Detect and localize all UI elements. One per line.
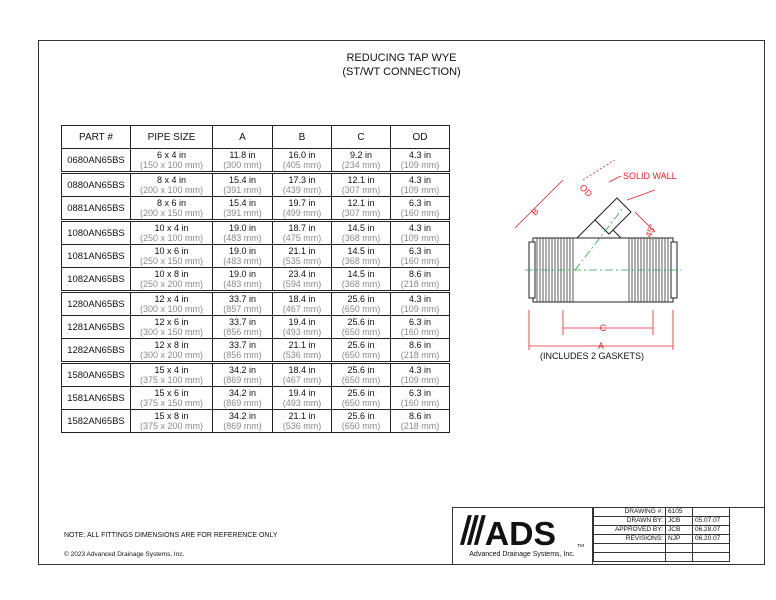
- title-block-label: APPROVED BY:: [594, 526, 666, 535]
- dimension-cell: [273, 339, 332, 363]
- value-mm: (467 mm): [282, 375, 322, 385]
- table-row: [62, 268, 450, 292]
- solid-wall-label: SOLID WALL: [623, 171, 677, 181]
- value-mm: (869 mm): [223, 421, 262, 431]
- value-mm: (250 x 100 mm): [139, 233, 204, 243]
- dimension-cell: [131, 268, 213, 292]
- dimension-cell: [391, 245, 450, 268]
- value-inches: 6 x 4 in: [156, 149, 187, 160]
- title-block-label: DRAWN BY:: [594, 517, 666, 526]
- pipe-body: [525, 238, 681, 302]
- drawing-subtitle: (ST/WT CONNECTION): [342, 66, 461, 78]
- dimension-cell: [332, 173, 391, 197]
- dimension-cell: [273, 173, 332, 197]
- value-mm: (307 mm): [341, 208, 381, 218]
- value-mm: (375 x 200 mm): [139, 421, 204, 431]
- part-number: 1082AN65BS: [62, 268, 131, 292]
- value-mm: (109 mm): [400, 185, 440, 195]
- dimension-cell: [332, 221, 391, 245]
- value-mm: (856 mm): [223, 350, 262, 360]
- copyright: © 2023 Advanced Drainage Systems, Inc.: [64, 551, 185, 558]
- dimension-cell: [273, 316, 332, 339]
- value-mm: (475 mm): [282, 233, 322, 243]
- c-label: C: [599, 323, 607, 333]
- value-mm: (150 x 100 mm): [139, 160, 204, 170]
- title-block-row: [594, 535, 730, 544]
- value-mm: (160 mm): [400, 256, 440, 266]
- value-inches: 14.5 in: [347, 222, 375, 233]
- value-inches: 33.7 in: [228, 293, 257, 304]
- dimension-cell: [391, 316, 450, 339]
- dimension-cell: [273, 268, 332, 292]
- value-mm: (160 mm): [400, 398, 440, 408]
- part-number: 1081AN65BS: [62, 245, 131, 268]
- part-number: 1080AN65BS: [62, 221, 131, 245]
- value-inches: 34.2 in: [228, 364, 257, 375]
- title-block-label: [594, 553, 666, 562]
- table-row: [62, 363, 450, 387]
- table-row: [62, 316, 450, 339]
- value-inches: 34.2 in: [228, 387, 257, 398]
- value-mm: (368 mm): [341, 256, 381, 266]
- value-inches: 15 x 4 in: [154, 364, 189, 375]
- value-inches: 8 x 6 in: [156, 197, 187, 208]
- value-inches: 6.3 in: [408, 387, 432, 398]
- table-header-row: [62, 126, 450, 149]
- value-inches: 33.7 in: [228, 316, 257, 327]
- title-block-date: 06.20.07: [693, 535, 730, 544]
- value-mm: (439 mm): [282, 185, 322, 195]
- title-block-initials: JCB: [666, 517, 693, 526]
- value-inches: 12 x 4 in: [154, 293, 189, 304]
- dimension-cell: [131, 292, 213, 316]
- value-mm: (856 mm): [223, 327, 262, 337]
- table-row: [62, 387, 450, 410]
- value-inches: 33.7 in: [228, 339, 257, 350]
- dimension-cell: [213, 387, 273, 410]
- value-inches: 8.6 in: [408, 268, 432, 279]
- table-row: [62, 245, 450, 268]
- value-inches: 15.4 in: [228, 197, 257, 208]
- value-mm: (536 mm): [282, 421, 322, 431]
- value-mm: (218 mm): [400, 350, 440, 360]
- a-label: A: [597, 341, 605, 350]
- value-inches: 17.3 in: [288, 174, 316, 185]
- dimension-cell: [273, 221, 332, 245]
- value-mm: (467 mm): [282, 304, 322, 314]
- value-inches: 34.2 in: [228, 410, 257, 421]
- dimension-cell: [332, 316, 391, 339]
- value-inches: 4.3 in: [408, 174, 432, 185]
- value-mm: (375 x 100 mm): [139, 375, 204, 385]
- value-mm: (391 mm): [223, 208, 262, 218]
- dimension-cell: [391, 197, 450, 221]
- value-inches: 25.6 in: [347, 316, 375, 327]
- dimension-cell: [391, 339, 450, 363]
- value-inches: 12 x 6 in: [154, 316, 189, 327]
- dimension-cell: [273, 245, 332, 268]
- value-mm: (535 mm): [282, 256, 322, 266]
- value-mm: (536 mm): [282, 350, 322, 360]
- part-number: 0881AN65BS: [62, 197, 131, 221]
- dimension-cell: [332, 387, 391, 410]
- value-mm: (200 x 100 mm): [139, 185, 204, 195]
- value-mm: (869 mm): [223, 375, 262, 385]
- table-row: [62, 292, 450, 316]
- value-mm: (493 mm): [282, 398, 322, 408]
- value-inches: 6.3 in: [408, 197, 432, 208]
- dimension-cell: [332, 410, 391, 433]
- dimension-cell: [131, 316, 213, 339]
- dimension-cell: [391, 292, 450, 316]
- dimension-cell: [213, 268, 273, 292]
- value-inches: 14.5 in: [347, 245, 375, 256]
- value-inches: 19.4 in: [288, 387, 316, 398]
- value-mm: (483 mm): [223, 256, 262, 266]
- part-number: 1581AN65BS: [62, 387, 131, 410]
- value-mm: (218 mm): [400, 421, 440, 431]
- value-inches: 12.1 in: [347, 197, 375, 208]
- value-mm: (483 mm): [223, 233, 262, 243]
- dimension-cell: [391, 221, 450, 245]
- table-row: [62, 339, 450, 363]
- value-inches: 12.1 in: [347, 174, 375, 185]
- value-mm: (300 x 100 mm): [139, 304, 204, 314]
- dimension-cell: [273, 149, 332, 173]
- value-mm: (650 mm): [341, 421, 381, 431]
- value-mm: (594 mm): [282, 279, 322, 289]
- wye-diagram: [505, 160, 705, 350]
- value-inches: 10 x 6 in: [154, 245, 189, 256]
- dimension-cell: [131, 149, 213, 173]
- value-mm: (869 mm): [223, 398, 262, 408]
- value-inches: 18.4 in: [288, 293, 316, 304]
- part-number: 0680AN65BS: [62, 149, 131, 173]
- value-inches: 4.3 in: [408, 222, 432, 233]
- dimension-cell: [332, 339, 391, 363]
- dimension-cell: [332, 149, 391, 173]
- title-block-date: [693, 508, 730, 517]
- value-inches: 19.0 in: [228, 222, 257, 233]
- part-number: 1282AN65BS: [62, 339, 131, 363]
- value-inches: 25.6 in: [347, 410, 375, 421]
- dimension-cell: [332, 363, 391, 387]
- dimension-cell: [131, 410, 213, 433]
- title-block-date: 06.28.07: [693, 526, 730, 535]
- dimension-cell: [213, 197, 273, 221]
- dimension-cell: [332, 197, 391, 221]
- value-inches: 15 x 6 in: [154, 387, 189, 398]
- title-block-row: [594, 517, 730, 526]
- dimension-cell: [213, 173, 273, 197]
- value-inches: 11.8 in: [229, 149, 256, 160]
- dimension-cell: [391, 410, 450, 433]
- dimension-cell: [391, 173, 450, 197]
- value-inches: 19.4 in: [288, 316, 316, 327]
- value-mm: (300 x 200 mm): [139, 350, 204, 360]
- value-inches: 21.1 in: [288, 339, 316, 350]
- value-inches: 8.6 in: [408, 410, 432, 421]
- dimension-cell: [391, 387, 450, 410]
- value-mm: (218 mm): [400, 279, 440, 289]
- value-inches: 4.3 in: [408, 293, 432, 304]
- value-inches: 4.3 in: [408, 149, 432, 160]
- value-mm: (857 mm): [223, 304, 262, 314]
- header-part: PART #: [62, 126, 131, 149]
- value-mm: (368 mm): [341, 279, 381, 289]
- dimension-cell: [391, 268, 450, 292]
- part-number: 1582AN65BS: [62, 410, 131, 433]
- dimension-cell: [131, 197, 213, 221]
- value-mm: (499 mm): [282, 208, 322, 218]
- table-body: [62, 149, 450, 433]
- dimensions-table: [61, 125, 450, 433]
- title-block-row: [594, 544, 730, 553]
- value-mm: (493 mm): [282, 327, 322, 337]
- part-number: 1281AN65BS: [62, 316, 131, 339]
- dimension-cell: [131, 245, 213, 268]
- title-block-label: REVISIONS:: [594, 535, 666, 544]
- dimension-cell: [213, 245, 273, 268]
- dimension-cell: [131, 221, 213, 245]
- value-inches: 6.3 in: [408, 316, 432, 327]
- title-block-row: [594, 526, 730, 535]
- value-inches: 8 x 4 in: [156, 174, 187, 185]
- value-mm: (250 x 150 mm): [139, 256, 204, 266]
- logo-tm: TM: [577, 543, 585, 549]
- value-mm: (109 mm): [400, 375, 440, 385]
- value-inches: 6.3 in: [408, 245, 432, 256]
- value-inches: 9.2 in: [349, 149, 373, 160]
- title-block-label: [594, 544, 666, 553]
- drawing-title: REDUCING TAP WYE: [346, 52, 457, 64]
- dimension-cell: [273, 387, 332, 410]
- value-inches: 10 x 4 in: [154, 222, 189, 233]
- value-mm: (109 mm): [400, 160, 440, 170]
- dimension-cell: [213, 221, 273, 245]
- part-number: 1580AN65BS: [62, 363, 131, 387]
- table-row: [62, 149, 450, 173]
- table-row: [62, 173, 450, 197]
- value-inches: 25.6 in: [347, 293, 375, 304]
- value-inches: 25.6 in: [347, 339, 375, 350]
- title-block-initials: NJP: [666, 535, 693, 544]
- value-mm: (109 mm): [400, 233, 440, 243]
- dimension-cell: [213, 339, 273, 363]
- value-mm: (160 mm): [400, 208, 440, 218]
- value-inches: 21.1 in: [288, 410, 316, 421]
- value-mm: (300 mm): [223, 160, 262, 170]
- gasket-caption: (INCLUDES 2 GASKETS): [540, 351, 645, 361]
- logo-subtitle: Advanced Drainage Systems, Inc.: [469, 551, 575, 558]
- od-label: OD: [577, 182, 595, 199]
- title-block-date: [693, 544, 730, 553]
- value-inches: 25.6 in: [347, 387, 375, 398]
- revision-table: [593, 507, 730, 562]
- value-mm: (650 mm): [341, 350, 381, 360]
- title-block-initials: [666, 553, 693, 562]
- value-inches: 18.4 in: [288, 364, 316, 375]
- title-block-row: [594, 553, 730, 562]
- logo-word: ADS: [484, 514, 557, 551]
- value-mm: (650 mm): [341, 327, 381, 337]
- value-inches: 4.3 in: [408, 364, 432, 375]
- dimension-cell: [213, 149, 273, 173]
- dimension-cell: [213, 410, 273, 433]
- dimension-cell: [131, 173, 213, 197]
- value-inches: 19.0 in: [228, 268, 257, 279]
- dimension-cell: [391, 363, 450, 387]
- part-number: 1280AN65BS: [62, 292, 131, 316]
- title-block-date: 05.07.07: [693, 517, 730, 526]
- dimension-cell: [213, 292, 273, 316]
- dimension-cell: [213, 363, 273, 387]
- dimension-cell: [391, 149, 450, 173]
- value-mm: (109 mm): [400, 304, 440, 314]
- ads-logo: [452, 507, 593, 564]
- dimension-cell: [273, 292, 332, 316]
- title-block-initials: JCB: [666, 526, 693, 535]
- dimension-cell: [131, 339, 213, 363]
- value-mm: (483 mm): [223, 279, 262, 289]
- value-inches: 15.4 in: [228, 174, 257, 185]
- value-mm: (234 mm): [341, 160, 381, 170]
- value-mm: (650 mm): [341, 375, 381, 385]
- value-inches: 19.7 in: [288, 197, 316, 208]
- value-mm: (307 mm): [341, 185, 381, 195]
- value-inches: 23.4 in: [288, 268, 316, 279]
- value-inches: 12 x 8 in: [154, 339, 189, 350]
- header-b: B: [273, 126, 332, 149]
- value-inches: 16.0 in: [288, 149, 316, 160]
- value-mm: (650 mm): [341, 304, 381, 314]
- dimension-cell: [273, 197, 332, 221]
- header-c: C: [332, 126, 391, 149]
- table-row: [62, 197, 450, 221]
- angle-label: 45°: [643, 222, 658, 239]
- value-mm: (405 mm): [282, 160, 322, 170]
- header-a: A: [213, 126, 273, 149]
- title-block-initials: 6105: [666, 508, 693, 517]
- value-inches: 15 x 8 in: [154, 410, 189, 421]
- value-inches: 18.7 in: [288, 222, 316, 233]
- value-inches: 10 x 8 in: [154, 268, 189, 279]
- b-label: B: [529, 206, 541, 218]
- dimension-cell: [131, 363, 213, 387]
- value-mm: (391 mm): [223, 185, 262, 195]
- value-inches: 19.0 in: [228, 245, 257, 256]
- value-mm: (368 mm): [341, 233, 381, 243]
- value-mm: (300 x 150 mm): [139, 327, 204, 337]
- value-mm: (650 mm): [341, 398, 381, 408]
- header-pipe-size: PIPE SIZE: [131, 126, 213, 149]
- title-block-initials: [666, 544, 693, 553]
- dimension-cell: [332, 268, 391, 292]
- dimension-cell: [273, 363, 332, 387]
- value-mm: (200 x 150 mm): [139, 208, 204, 218]
- title-block-row: [594, 508, 730, 517]
- dimension-cell: [273, 410, 332, 433]
- header-od: OD: [391, 126, 450, 149]
- value-inches: 8.6 in: [408, 339, 432, 350]
- dimension-cell: [213, 316, 273, 339]
- part-number: 0880AN65BS: [62, 173, 131, 197]
- value-inches: 25.6 in: [347, 364, 375, 375]
- reference-note: NOTE: ALL FITTINGS DIMENSIONS ARE FOR REFERENCE ONLY: [64, 532, 278, 539]
- value-inches: 14.5 in: [347, 268, 375, 279]
- dimension-cell: [131, 387, 213, 410]
- dimension-cell: [332, 292, 391, 316]
- dimension-cell: [332, 245, 391, 268]
- value-inches: 21.1 in: [288, 245, 316, 256]
- title-block-label: DRAWING #:: [594, 508, 666, 517]
- value-mm: (250 x 200 mm): [139, 279, 204, 289]
- table-row: [62, 410, 450, 433]
- value-mm: (375 x 150 mm): [139, 398, 204, 408]
- title-block-date: [693, 553, 730, 562]
- table-row: [62, 221, 450, 245]
- value-mm: (160 mm): [400, 327, 440, 337]
